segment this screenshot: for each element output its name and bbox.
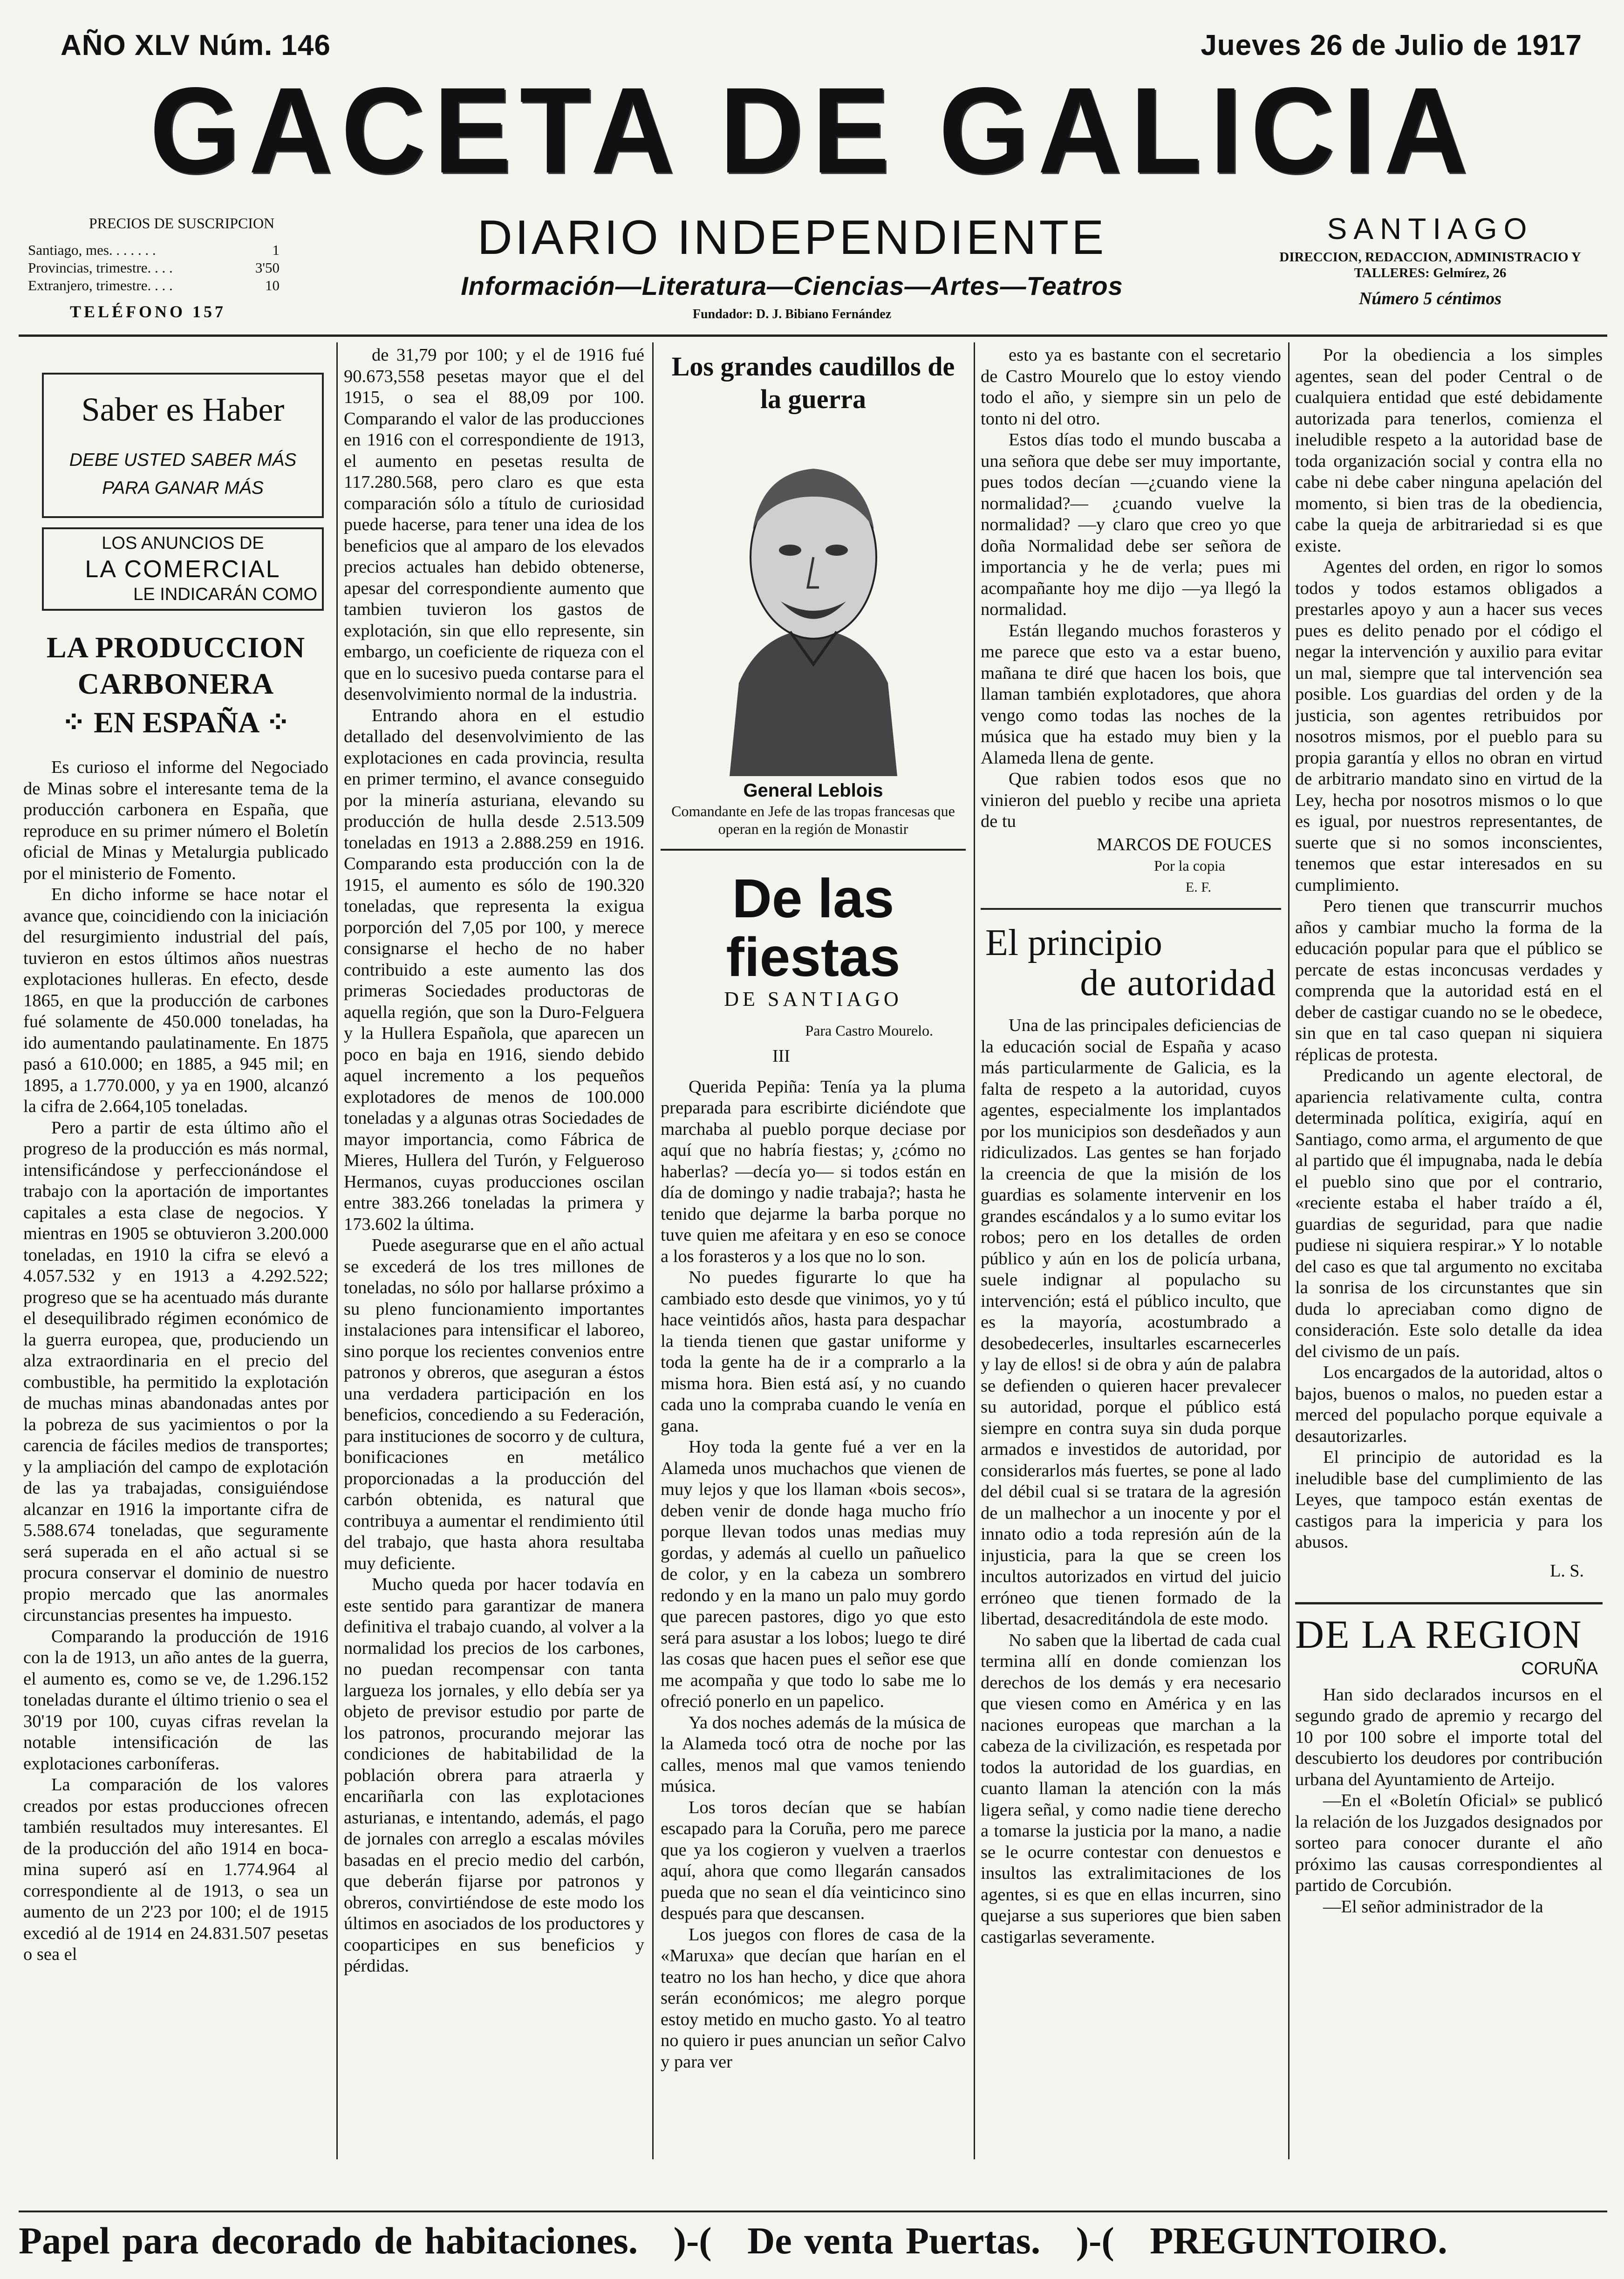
article-headline: LA PRODUCCION CARBONERA <box>46 631 306 700</box>
article-body <box>1295 1685 1603 1918</box>
subscription-price: 1 <box>272 242 280 258</box>
portrait-caption-name: General Leblois <box>743 780 883 801</box>
copy-initials: E. F. <box>1185 879 1211 895</box>
paragraph: —El señor administrador de la <box>1323 1897 1543 1917</box>
article-body <box>981 1015 1281 1948</box>
address: DIRECCION, REDACCION, ADMINISTRACIO Y TALLERES: Gelmírez, 26 <box>1279 250 1581 280</box>
paragraph: No puedes figurarte lo que ha cambiado esto desde que vinimos, yo y tú hace veintidós años, hasta para despachar la tienda tienen que gastar uniforme y toda la gente ha de ir a comprarlo a la misma hora. Bien está así, y no cuando cada uno la compraba cuando le venía en gana. <box>661 1268 966 1436</box>
subscription-label: Provincias, trimestre. . . . <box>28 259 173 276</box>
article-body <box>661 1077 966 2073</box>
subtitle-block <box>419 212 1165 324</box>
column-rule <box>974 342 975 2159</box>
column-1 <box>23 345 328 2157</box>
paragraph: Entrando ahora en el estudio detallado del desenvolvimiento de las explotaciones en cada provincia, resulta en primer termino, el avance conseguido por la minería asturiana, elevando su producción de hulla desde 2.513.509 toneladas en 1913 a 2.888.259 en 1916. Comparando esta producción con la de 1915, el aumento es sólo de 190.320 toneladas, que representa la exigua porporción del 7,05 por 100, y merece consignarse el hecho de no haber contribuido a este aumento las dos primeras Sociedades productoras de aquella región, que son la Duro-Felguera y la Hullera Española, que aparecen un poco en baja en 1916, siendo debido aquel incremento a los pequeños explotadores de menos de 100.000 toneladas y a algunas otras Sociedades de mayor importancia, como Fábrica de Mieres, Hullera del Turón, y Felgueroso Hermanos, cuyas producciones oscilan entre 383.266 toneladas la primera y 173.602 la última. <box>344 705 644 1234</box>
dedication: Para Castro Mourelo. <box>805 1022 933 1039</box>
footer-rule <box>19 2211 1607 2212</box>
copy-note: Por la copia <box>1154 857 1225 874</box>
paragraph: Los encargados de la autoridad, altos o bajos, buenos o malos, no pueden estar a merced del populacho porque equivale a desautorizarles. <box>1295 1363 1603 1446</box>
issue-number: AÑO XLV Núm. 146 <box>61 29 331 61</box>
paragraph: No saben que la libertad de cada cual termina allí en donde comienzan los derechos de los demás y era necesario que viesen como en América y en las naciones europeas que marchan a la cabeza de la civilización, es respetada por todos la autoridad de los guardias, en cuanto llaman la atención con la más ligera señal, y como nadie tiene derecho a tomarse la justicia por la mano, a nadie se le ocurre contestar con denuestos e insultos las extralimitaciones de los agentes, si es que en ellas incurren, sino quejarse a sus superiores que bien saben castigarlas severamente. <box>981 1630 1281 1947</box>
fiestas-subheadline: DE SANTIAGO <box>724 988 902 1010</box>
tagline: Información—Literatura—Ciencias—Artes—Teatros <box>461 271 1123 300</box>
phone-number: TELÉFONO 157 <box>70 302 226 321</box>
paragraph: Querida Pepiña: Tenía ya la pluma preparada para escribirte diciéndote que marchaba al pueblo porque deciase por aquí que no habría fiestas; y, ¿cómo no haberlas? —decía yo— si todos están en día de domingo y nadie trabaja?; hasta he tenido que dejarme la barba porque no tuve quien me afeitara y en eso se conoce a los forasteros y a los que no lo son. <box>661 1077 966 1266</box>
region-subheadline: CORUÑA <box>1521 1659 1598 1679</box>
paragraph: Que rabien todos esos que no vinieron del pueblo y recibe una aprieta de tu <box>981 769 1281 831</box>
ad-la-comercial <box>42 527 324 611</box>
footer-ad <box>19 2218 1607 2264</box>
paragraph: El principio de autoridad es la ineludible base del cumplimiento de las Leyes, que tampoco están exentas de castigos para la impericia y para los abusos. <box>1295 1447 1603 1552</box>
footer-part: De venta Puertas. <box>747 2219 1041 2262</box>
column-rule <box>336 342 338 2159</box>
column-3 <box>661 345 966 2157</box>
paragraph: Los juegos con flores de casa de la «Maruxa» que decían que harían en el teatro no los han hecho, y dice que ahora serán económicos; me alegro porque estoy metido en mucho gasto. Yo al teatro no quiero ir pues anuncian un señor Calvo y para ver <box>661 1924 966 2072</box>
paragraph: Pero tienen que transcurrir muchos años y cambiar mucho la forma de la educación popular para que el público se percate de estas inconcusas verdades y comprenda que la autoridad está en el deber de castigar cuando no se le obedece, sin que en tal caso quepan ni siquiera réplicas de protesta. <box>1295 896 1603 1064</box>
paragraph: Los toros decían que se habían escapado para la Coruña, pero me parece que ya los cogieron y vuelven a traerlos aquí, ahora que como llegarán cansados pueda que no sean el día veinticinco sino después para que descansen. <box>661 1797 966 1923</box>
column-rule <box>652 342 654 2159</box>
general-portrait <box>702 422 925 776</box>
subscription-block <box>28 214 335 321</box>
article-subheadline: ⁘ EN ESPAÑA ⁘ <box>61 706 291 739</box>
signature: L. S. <box>1550 1561 1584 1581</box>
paragraph: Agentes del orden, en rigor lo somos todos y todos estamos obligados a prestarles apoyo y aun a hacer sus veces pues es delito penado por el código el negar la intervención y auxilio para evitar un mal, siempre que tal intervención sea posible. Los guardias del orden y de la justicia, son agentes retribuidos por nosotros mismos, por el pueblo para su propia garantía y ellos no obran en virtud de arbitrario mandato sino en virtud de la Ley, hecha por nosotros mismos o lo que es igual, por nuestros representantes, de suerte que si no somos inconscientes, tenemos que estar interesados en su cumplimiento. <box>1295 557 1603 895</box>
column-2 <box>344 345 644 2157</box>
issue-date: Jueves 26 de Julio de 1917 <box>1201 29 1582 61</box>
subscription-list <box>28 241 335 294</box>
subscription-price: 3'50 <box>255 259 280 276</box>
address-block <box>1267 212 1593 309</box>
ad-title: Saber es Haber <box>81 391 285 428</box>
footer-separator: )-( <box>673 2219 712 2262</box>
paragraph: —En el «Boletín Oficial» se publicó la relación de los Juzgados designados por sorteo para conocer durante el año próximo las causas correspondientes al partido de Corcubión. <box>1295 1791 1603 1895</box>
ad-saber-es-haber <box>42 373 324 518</box>
paragraph: Hoy toda la gente fué a ver en la Alameda unos muchachos que vienen de muy lejos y que los llaman «bois secos», deben venir de donde haga mucho frío porque llevan todos unas medias muy gordas, y además al cuello un pañuelico de color, y en la cabeza un sombrero redondo y en la mano un palo muy gordo que parecen pastores, digo yo que esto será para asustar a los lobos; luego te diré las cosas que hacen pues el señor ese que me acompaña y que todo lo sabe me lo ofreció ponerlo en un papelico. <box>661 1437 966 1711</box>
paragraph: En dicho informe se hace notar el avance que, coincidiendo con la iniciación del resurgimiento industrial del país, tuvieron en estos últimos años nuestras explotaciones hulleras. En efecto, desde 1865, en que la producción de carbones fué solamente de 450.000 toneladas, ha ido aumentando paulatinamente. En 1875 pasó a 610.000; en 1885, a 945 mil; en 1895, a 1.770.000, y ya en 1900, alcanzó la cifra de 2.664,105 toneladas. <box>23 885 328 1116</box>
divider <box>661 849 966 851</box>
paragraph: Es curioso el informe del Negociado de Minas sobre el interesante tema de la producción carbonera en España, que reproduce en su primer número el Boletín oficial de Minas y Metalurgia publicado por el ministerio de Fomento. <box>23 757 328 883</box>
article-body <box>981 345 1281 832</box>
headline-text: EN ESPAÑA <box>94 706 258 739</box>
footer-separator: )-( <box>1076 2219 1114 2262</box>
newspaper-title: GACETA DE GALICIA <box>150 62 1476 198</box>
region-headline: DE LA REGION <box>1295 1612 1583 1657</box>
paragraph: Una de las principales deficiencias de la educación social de España y acaso más particularmente de Galicia, es la falta de respeto a la autoridad, cuyos agentes, especialmente los implantados por los municipios son desdeñados y aun ridiculizados. Las gentes se han forjado la creencia de que la misión de los guardias es solamente intervenir en los grandes escándalos y a lo sumo evitar los robos; pero en los detalles de orden público y aún en los de policía urbana, suele indignar al populacho su intervención; está el público inculto, que es la mayoría, acostumbrado a desobedecerles, insultarles escarnecerles y lay de ellos! si de obra y aún de palabra se defienden o quieren hacer prevalecer su autoridad, porque el público está siempre en contra suya sin duda porque armados e investidos de autoridad, por considerarlos más fuertes, se pone al lado del débil cual si se tratara de la agresión de un malhechor a un inocente y por el innato odio a toda represión aún de la injusticia, para la que se creen los incultos autorizados en virtud del juicio erróneo que tienen formado de la libertad, desacreditándola de este modo. <box>981 1016 1281 1629</box>
paragraph: Por la obediencia a los simples agentes, sean del poder Central o de cualquiera entidad que esté debidamente autorizada para tenerlos, comienza el ineludible respeto a la autoridad base de toda organización social y contra ella no cabe ni debe caber ninguna apelación del momento, si bien tras de la obediencia, cabe la queja de arbitrariedad si es que existe. <box>1295 345 1603 556</box>
newspaper-subtitle: DIARIO INDEPENDIENTE <box>477 211 1107 265</box>
portrait-image <box>702 422 925 776</box>
signature: MARCOS DE FOUCES <box>1097 834 1272 854</box>
subscription-label: Extranjero, trimestre. . . . <box>28 277 173 293</box>
paragraph: esto ya es bastante con el secretario de Castro Mourelo que lo estoy viendo todo el año, y siempre sin un pelo de tonto ni del otro. <box>981 345 1281 429</box>
autoridad-headline-2: de autoridad <box>1080 962 1276 1003</box>
divider <box>1295 1602 1603 1604</box>
ad-text: DEBE USTED SABER MÁS PARA GANAR MÁS <box>69 450 297 498</box>
footer-part: PREGUNTOIRO. <box>1150 2219 1447 2262</box>
subscription-label: Santiago, mes. . . . . . . <box>28 242 156 258</box>
paragraph: Predicando un agente electoral, de apariencia relativamente culta, contra determinada política, exigiría, aquí en Santiago, como arma, el argumento de que al partido que él impugnaba, nada le debía el pueblo sino que por el contrario, «reciente estaba el haber traído a él, guardias de seguridad, para que nadie pudiese ni siquiera respirar.» Y lo notable del caso es que tal argumento no excitaba la sonrisa de los circunstantes que sin duda lo apreciaban como digno de consideración. Este solo detalle da idea del civismo de un país. <box>1295 1066 1603 1361</box>
article-body <box>344 345 644 1977</box>
subscription-row <box>28 277 335 294</box>
subscription-price: 10 <box>265 277 280 293</box>
paragraph: Ya dos noches además de la música de la Alameda tocó otra de noche por las calles, menos mal que vamos teniendo música. <box>661 1713 966 1796</box>
paragraph: Mucho queda por hacer todavía en este sentido para garantizar de manera definitiva el trabajo cuando, al volver a la normalidad los precios de los carbones, no puedan recompensar con tanta largueza los jornales, y ello debía ser ya objeto de previsor estudio por parte de los patronos, procurando mejorar las condiciones de habitabilidad de la población obrera para atraerla y encariñarla con las explotaciones asturianas, e intentando, además, el pago de jornales con arreglo a escalas móviles basadas en el precio medio del carbón, que deberán fijarse por patronos y obreros, convirtiéndose de este modo los últimos en asociados de los productores y cooparticipes en sus beneficios y pérdidas. <box>344 1575 644 1976</box>
paragraph: de 31,79 por 100; y el de 1916 fué 90.673,558 pesetas mayor que el del 1915, o sea el 88,09 por 100. Comparando el valor de las producciones en 1916 con el correspondiente de 1913, el aumento en pesetas resulta de 117.280.568, pero claro es que esta comparación sólo a título de curiosidad puede hacerse, para tener una idea de los beneficios que al amparo de los elevados precios actuales han debido obtenerse, apesar del correspondiente aumento que tambien tuvieron los gastos de explotación, sin que ello represente, sin embargo, un coeficiente de riqueza con el que en lo sucesivo pueda contarse para el desenvolvimiento normal de la industria. <box>344 345 644 704</box>
ad-line: LA COMERCIAL <box>85 555 281 583</box>
subscription-row <box>28 241 335 259</box>
paragraph: La comparación de los valores creados por estas producciones ofrecen también resultados muy interesantes. El de la producción del año 1914 en boca-mina superó así en 1.774.964 al correspondiente al de 1913, o sea un aumento de un 2'23 por 100; el de 1915 excedió al de 1914 en 24.831.507 pesetas o sea el <box>23 1775 328 1964</box>
founder: Fundador: D. J. Bibiano Fernández <box>692 307 892 321</box>
paragraph: Han sido declarados incursos en el segundo grado de apremio y recargo del 10 por 100 sobre el importe total del descubierto los deudores por contribución urbana del Ayuntamiento de Arteijo. <box>1295 1685 1603 1789</box>
subscription-row <box>28 259 335 277</box>
paragraph: Estos días todo el mundo buscaba a una señora que debe ser muy importante, pues todos decían —¿cuando viene la normalidad?— ¿cuando vuelve la normalidad? —y claro que creo yo que doña Normalidad debe ser señora de importancia y he de verla; pues mi acompañante hoy me dijo —ya llegó la normalidad. <box>981 430 1281 619</box>
column-4 <box>981 345 1281 2157</box>
fiestas-headline: De las fiestas <box>726 868 901 988</box>
portrait-caption: Comandante en Jefe de las tropas francesas que operan en la región de Monastir <box>671 803 955 837</box>
article-body <box>23 757 328 1965</box>
header-rule <box>19 334 1607 337</box>
footer-part: Papel para decorado de habitaciones. <box>19 2219 638 2262</box>
portrait-headline: Los grandes caudillos de la guerra <box>671 351 955 414</box>
ad-line: LE INDICARÁN COMO <box>133 584 317 604</box>
paragraph: Puede asegurarse que en el año actual se excederá de los tres millones de toneladas, no sólo por hallarse próximo a su pleno funcionamiento importantes instalaciones para intensificar el laboreo, sino porque los recientes convenios entre patronos y obreros, que aseguran a éstos una verdadera participación en los beneficios, concediendo a su Federación, para instituciones de socorro y de cultura, bonificaciones en metálico proporcionadas a la producción del carbón obtenida, es natural que contribuya a aumentar el rendimiento útil del trabajo, que hasta ahora resultaba muy deficiente. <box>344 1235 644 1573</box>
autoridad-headline: El principio <box>985 922 1162 963</box>
subscription-title: PRECIOS DE SUSCRIPCION <box>89 215 275 232</box>
column-rule <box>1288 342 1290 2159</box>
ad-line: LOS ANUNCIOS DE <box>102 533 264 553</box>
divider <box>981 908 1281 910</box>
paragraph: Pero a partir de esta último año el progreso de la producción es más normal, intensificándose y perfeccionándose el trabajo con la aportación de importantes capitales a esta clase de negocios. Y mientras en 1905 se obtuvieron 3.200.000 toneladas, en 1910 la cifra se elevó a 4.057.532 y en 1913 a 4.292.522; progreso que se ha acentuado más durante el desequilibrado régimen económico de la guerra europea, que, produciendo un alza extraordinaria en el precio del combustible, ha permitido la explotación de muchas minas abandonadas antes por la pobreza de sus yacimientos o por la carencia de fáciles medios de transportes; y la ampliación del campo de explotación de las ya trabajadas, consiguiéndose alcanzar en 1916 la importante cifra de 5.588.674 toneladas, que seguramente será superada en el año actual si se procura conservar el dominio de nuestro propio mercado que las anormales circunstancias presentes ha impuesto. <box>23 1118 328 1625</box>
city-name: SANTIAGO <box>1327 212 1534 246</box>
article-body <box>1295 345 1603 1553</box>
part-numeral: III <box>772 1046 790 1066</box>
price: Número 5 céntimos <box>1358 289 1502 308</box>
paragraph: Están llegando muchos forasteros y me parece que esto va a estar bueno, mañana te diré que hacen los bois, que llaman también explotadores, que ahora vengo como todas las noches de la música que ha estado muy bien y la Alameda llena de gente. <box>981 621 1281 768</box>
paragraph: Comparando la producción de 1916 con la de 1913, un año antes de la guerra, el aumento es, como se ve, de 1.296.152 toneladas durante el último trienio o sea el 30'19 por 100, cuyas cifras revelan la notable intensificación de las explotaciones carboníferas. <box>23 1626 328 1774</box>
column-5 <box>1295 345 1603 2157</box>
